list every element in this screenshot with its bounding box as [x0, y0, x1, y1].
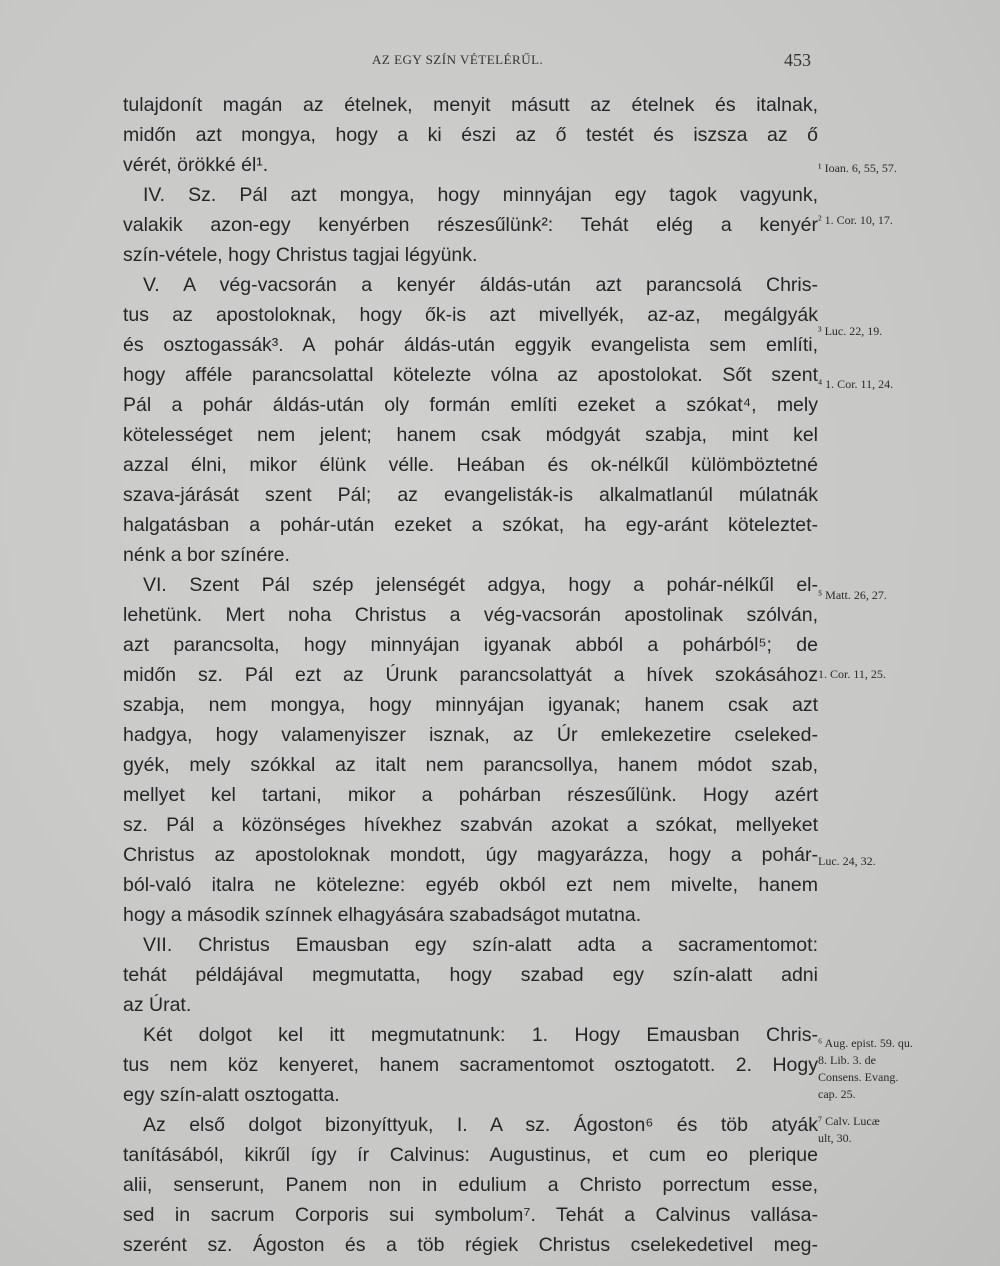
margin-note: ⁷ Calv. Lucæ ult, 30.	[818, 1114, 880, 1145]
margin-note: 1. Cor. 11, 25.	[818, 667, 886, 681]
text-line: Pál a pohár áldás-után oly formán említi ezeket a szókat⁴, mely	[123, 394, 818, 416]
text-line: egy szín-alatt osztogatta.	[123, 1084, 340, 1106]
text-line: Két dolgot kel itt megmutatnunk: 1. Hogy Emausban Chris-	[143, 1024, 818, 1046]
text-line: halgatásban a pohár-után ezeket a szókat, ha egy-aránt köteleztet-	[123, 514, 818, 536]
text-line: VII. Christus Emausban egy szín-alatt adta a sacramentomot:	[143, 934, 818, 956]
text-line: sz. Pál a közönséges hívekhez szabván azokat a szókat, mellyeket	[123, 814, 818, 836]
text-line: Az első dolgot bizonyíttyuk, I. A sz. Ágoston⁶ és töb atyák	[143, 1114, 818, 1136]
text-line: kötelességet nem jelent; hanem csak módgyát szabja, mint kel	[123, 424, 818, 446]
text-line: tus nem köz kenyeret, hanem sacramentomot osztogatott. 2. Hogy	[123, 1054, 818, 1076]
text-line: szín-vétele, hogy Christus tagjai légyünk.	[123, 244, 478, 266]
text-line: szava-járását szent Pál; az evangelisták-is alkalmatlanúl múlatnák	[123, 484, 818, 506]
margin-note: ⁵ Matt. 26, 27.	[818, 588, 887, 602]
text-line: V. A vég-vacsorán a kenyér áldás-után azt parancsolá Chris-	[143, 274, 818, 296]
text-line: azzal élni, mikor élünk vélle. Heában és ok-nélkűl külömböztetné	[123, 454, 818, 476]
text-line: gyék, mely szókkal az italt nem parancsollya, hanem módot szab,	[123, 754, 818, 776]
text-line: tulajdonít magán az ételnek, menyit másutt az ételnek és italnak,	[123, 94, 818, 116]
text-line: alii, senserunt, Panem non in edulium a Christo porrectum esse,	[123, 1174, 818, 1196]
text-line: Christus az apostoloknak mondott, úgy magyarázza, hogy a pohár-	[123, 844, 818, 866]
running-title: AZ EGY SZÍN VÉTELÉRŰL.	[372, 52, 544, 67]
text-line: nénk a bor színére.	[123, 544, 290, 566]
text-line: tehát példájával megmutatta, hogy szabad egy szín-alatt adni	[123, 964, 818, 986]
text-line: vérét, örökké él¹.	[123, 154, 269, 176]
text-line: midőn sz. Pál ezt az Úrunk parancsolattyát a hívek szokásához	[123, 664, 818, 686]
text-line: lehetünk. Mert noha Christus a vég-vacsorán apostolinak szólván,	[123, 604, 818, 626]
margin-note: ¹ Ioan. 6, 55, 57.	[818, 161, 897, 175]
text-line: szerént sz. Ágoston és a töb régiek Christus cselekedetivel meg-	[123, 1234, 818, 1256]
text-line: midőn azt mongya, hogy a ki észi az ő testét és iszsza az ő	[123, 124, 818, 146]
text-line: azt parancsolta, hogy minnyájan igyanak abból a pohárból⁵; de	[123, 634, 818, 656]
text-line: sed in sacrum Corporis sui symbolum⁷. Tehát a Calvinus vallása-	[123, 1204, 818, 1226]
text-line: tus az apostoloknak, hogy ők-is azt mivellyék, az-az, megálgyák	[123, 304, 818, 326]
text-line: valakik azon-egy kenyérben részesűlünk²: Tehát elég a kenyér	[123, 214, 818, 236]
margin-note: ³ Luc. 22, 19.	[818, 324, 883, 338]
text-line: és osztogassák³. A pohár áldás-után eggyik evangelista sem említi,	[123, 334, 818, 356]
margin-note: ² 1. Cor. 10, 17.	[818, 213, 893, 227]
page-header	[0, 50, 1000, 74]
text-line: VI. Szent Pál szép jelenségét adgya, hogy a pohár-nélkűl el-	[143, 574, 818, 596]
text-line: hadgya, hogy valamenyiszer isznak, az Úr emlekezetire cseleked-	[123, 724, 818, 746]
text-line: IV. Sz. Pál azt mongya, hogy minnyájan egy tagok vagyunk,	[143, 184, 818, 206]
margin-note: ⁴ 1. Cor. 11, 24.	[818, 377, 894, 391]
margin-note: Luc. 24, 32.	[818, 854, 876, 868]
text-line: hogy afféle parancsolattal kötelezte vólna az apostolokat. Sőt szent	[123, 364, 818, 386]
text-line: hogy a második színnek elhagyására szabadságot mutatna.	[123, 904, 642, 926]
text-line: mellyet kel tartani, mikor a pohárban részesűlünk. Hogy azért	[123, 784, 818, 806]
text-line: tanításából, kikrűl így ír Calvinus: Augustinus, et cum eo plerique	[123, 1144, 818, 1166]
text-line: ból-való italra ne kötelezne: egyéb okból ezt nem mivelte, hanem	[123, 874, 818, 896]
text-line: szabja, nem mongya, hogy minnyájan igyanak; hanem csak azt	[123, 694, 818, 716]
page-number: 453	[784, 50, 811, 70]
margin-note: ⁶ Aug. epist. 59. qu. 8. Lib. 3. de Consens. Evang. cap. 25.	[818, 1036, 913, 1101]
text-line: az Úrat.	[123, 994, 192, 1016]
